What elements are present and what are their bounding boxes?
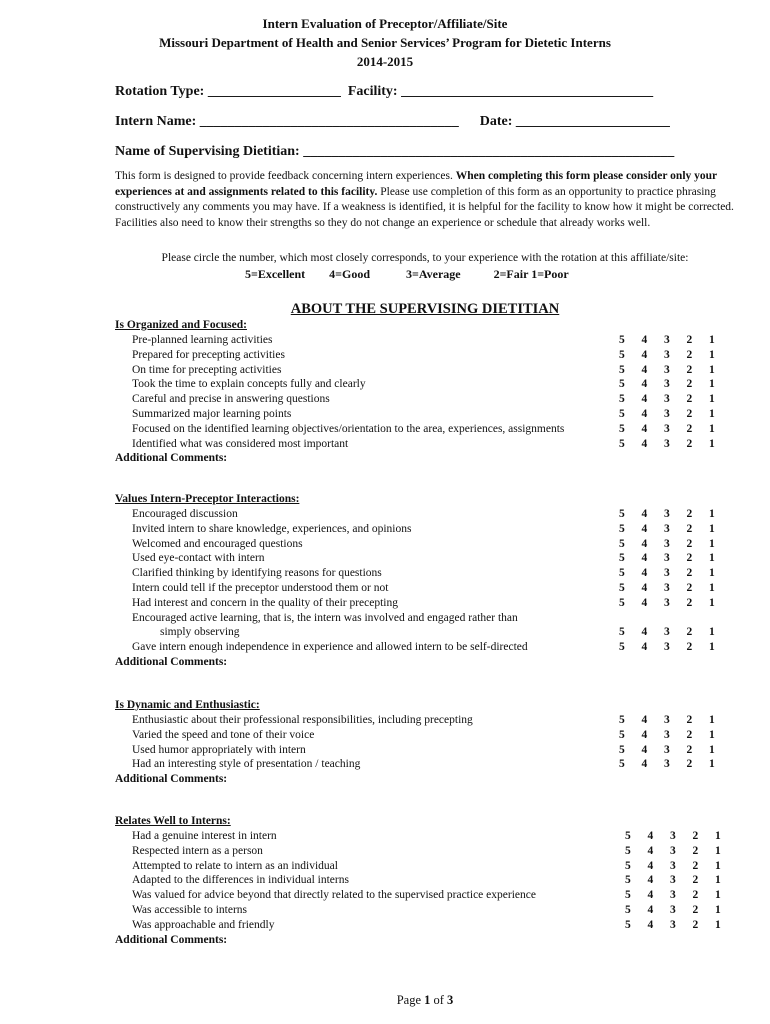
rating-option-3[interactable]: 3 [664,714,670,726]
rating-option-1[interactable]: 1 [709,363,715,376]
rating-option-2[interactable]: 2 [686,581,693,594]
item-label: Used eye-contact with intern [132,552,265,565]
intro-text-2: Please use completion of this form as an opportunity to practice phrasing constructively any comments you may have. If a weakness is identified, it is helpful for the facility to know how it might be corrected. Facilities also need to know their strengths so they do not change an experience or schedule that already works well. [115,185,734,229]
section-heading: Is Dynamic and Enthusiastic: [115,699,260,711]
rating-option-3[interactable]: 3 [664,758,670,771]
section-interactions [115,492,715,670]
rating-option-3[interactable]: 3 [670,874,676,887]
rating-item [115,437,715,452]
rating-option-4[interactable]: 4 [641,567,648,580]
item-label: Took the time to explain concepts fully and clearly [132,378,366,391]
rating-item [115,422,715,437]
rating-item [115,918,721,933]
rating-option-5[interactable]: 5 [625,844,631,857]
rating-option-1[interactable]: 1 [709,393,715,406]
program-year: 2014-2015 [356,54,414,69]
additional-comments-label[interactable]: Additional Comments: [115,933,228,946]
rating-scale [625,859,738,874]
rating-option-1[interactable]: 1 [715,844,721,857]
rating-option-2[interactable]: 2 [686,348,693,361]
rating-option-5[interactable]: 5 [625,859,631,872]
item-label: Had a genuine interest in intern [132,830,277,842]
rating-option-2[interactable]: 2 [686,334,693,346]
rating-item [115,903,721,918]
organization-name: Missouri Department of Health and Senior Services’ Program for Dietetic Interns [159,35,611,50]
page-total: 3 [447,993,454,1007]
rating-item [115,829,721,844]
rating-option-2[interactable]: 2 [686,378,693,391]
rating-item [115,377,715,392]
rating-option-5[interactable]: 5 [625,903,631,916]
rating-scale [619,596,732,611]
rating-option-3[interactable]: 3 [664,407,670,420]
rating-option-4[interactable]: 4 [641,422,648,435]
intern-name-date-line[interactable]: Intern Name: _____________________________________ Date: ______________________ [115,114,670,129]
item-label: Welcomed and encouraged questions [132,537,303,550]
rating-item [115,757,715,772]
rating-option-1[interactable]: 1 [709,728,715,741]
rating-option-4[interactable]: 4 [641,508,648,520]
rating-option-4[interactable]: 4 [641,552,648,565]
rating-option-4[interactable]: 4 [641,626,648,639]
rating-option-3[interactable]: 3 [664,728,670,741]
rating-item [115,611,518,626]
rating-item [115,873,721,888]
rating-option-5[interactable]: 5 [619,552,625,565]
rating-option-2[interactable]: 2 [686,422,693,435]
rating-option-4[interactable]: 4 [641,348,648,361]
item-label: Pre-planned learning activities [132,334,273,346]
rating-option-5[interactable]: 5 [619,537,625,550]
rating-option-1[interactable]: 1 [709,407,715,420]
rating-option-2[interactable]: 2 [686,407,693,420]
rating-option-4[interactable]: 4 [641,522,648,535]
rating-item [115,581,715,596]
rating-option-2[interactable]: 2 [686,508,693,520]
rating-option-2[interactable]: 2 [686,567,693,580]
rating-option-1[interactable]: 1 [715,918,721,931]
rating-item [115,348,715,363]
scale-instruction: Please circle the number, which most closely corresponds, to your experience with the rotation at this affiliate/site: [161,252,689,264]
rating-scale [619,437,732,452]
rating-scale [619,757,732,772]
rating-option-4[interactable]: 4 [641,363,648,376]
rating-option-1[interactable]: 1 [709,743,715,756]
rating-option-4[interactable]: 4 [641,378,648,391]
rating-option-5[interactable]: 5 [625,889,631,902]
section-title: ABOUT THE SUPERVISING DIETITIAN [290,301,560,317]
rating-scale [619,566,732,581]
supervising-dietitian-line[interactable]: Name of Supervising Dietitian: _____________________________________________________ [115,144,675,159]
rating-option-1[interactable]: 1 [715,830,721,842]
rating-option-5[interactable]: 5 [619,626,625,639]
rating-option-4[interactable]: 4 [641,437,648,450]
page-footer [0,993,770,1008]
rating-scale [619,363,732,378]
rating-option-3[interactable]: 3 [664,641,670,654]
rating-option-1[interactable]: 1 [709,378,715,391]
rating-option-3[interactable]: 3 [670,844,676,857]
rating-option-2[interactable]: 2 [686,522,693,535]
rating-scale [625,903,738,918]
rating-option-4[interactable]: 4 [641,758,648,771]
rating-option-1[interactable]: 1 [709,437,715,450]
section-relates [115,814,721,948]
item-label: Invited intern to share knowledge, experiences, and opinions [132,522,412,535]
section-dynamic [115,698,715,787]
rating-option-2[interactable]: 2 [692,903,699,916]
item-label: Was approachable and friendly [132,918,275,931]
item-list [115,713,715,772]
additional-comments-label[interactable]: Additional Comments: [115,773,228,786]
rating-item [115,566,715,581]
rating-option-3[interactable]: 3 [664,378,670,391]
rating-option-5[interactable]: 5 [619,407,625,420]
rating-option-2[interactable]: 2 [686,437,693,450]
item-label: Respected intern as a person [132,844,263,857]
page-word: Page [396,993,425,1007]
rating-option-2[interactable]: 2 [686,596,693,609]
rating-option-4[interactable]: 4 [641,743,648,756]
section-heading: Relates Well to Interns: [115,815,231,827]
rating-scale [625,844,738,859]
rating-scale [619,333,732,348]
rating-item [115,333,715,348]
rating-scale [619,422,732,437]
rating-option-4[interactable]: 4 [647,918,654,931]
rating-scale [619,743,732,758]
rating-option-2[interactable]: 2 [686,728,693,741]
rating-scale [619,713,732,728]
rating-option-3[interactable]: 3 [664,508,670,520]
rating-option-5[interactable]: 5 [619,508,625,520]
rating-item [115,859,721,874]
rating-option-1[interactable]: 1 [709,641,715,654]
rating-option-5[interactable]: 5 [619,393,625,406]
rating-option-3[interactable]: 3 [664,393,670,406]
of-word: of [430,993,448,1007]
rating-option-1[interactable]: 1 [709,522,715,535]
item-label: Summarized major learning points [132,407,292,420]
rating-option-1[interactable]: 1 [715,874,721,887]
rating-option-5[interactable]: 5 [619,641,625,654]
rating-option-4[interactable]: 4 [647,874,654,887]
rating-item [115,640,715,655]
item-label: On time for precepting activities [132,363,282,376]
rating-option-1[interactable]: 1 [709,596,715,609]
rating-option-5[interactable]: 5 [619,567,625,580]
rating-option-3[interactable]: 3 [670,903,676,916]
rating-scale [619,522,732,537]
item-label: Had interest and concern in the quality of their precepting [132,596,398,609]
rating-scale [619,407,732,422]
rating-item [115,713,715,728]
item-list [115,333,715,451]
rating-option-5[interactable]: 5 [625,874,631,887]
item-list [115,507,715,655]
rating-option-5[interactable]: 5 [619,596,625,609]
rating-option-5[interactable]: 5 [619,758,625,771]
rating-item [115,844,721,859]
rating-option-1[interactable]: 1 [709,537,715,550]
rating-option-3[interactable]: 3 [664,422,670,435]
item-label: Varied the speed and tone of their voice [132,728,315,741]
rating-option-3[interactable]: 3 [664,596,670,609]
rating-option-1[interactable]: 1 [709,508,715,520]
rating-option-3[interactable]: 3 [664,522,670,535]
rating-option-4[interactable]: 4 [647,844,654,857]
rating-option-3[interactable]: 3 [664,743,670,756]
rating-scale [619,377,732,392]
rating-option-5[interactable]: 5 [625,918,631,931]
rating-option-4[interactable]: 4 [641,537,648,550]
rating-option-2[interactable]: 2 [692,844,699,857]
rating-item [115,407,715,422]
rating-scale [619,392,732,407]
rating-option-2[interactable]: 2 [686,626,693,639]
rating-option-2[interactable]: 2 [686,393,693,406]
intro-paragraph [115,169,735,231]
rating-item [115,596,715,611]
rating-option-1[interactable]: 1 [709,581,715,594]
form-title: Intern Evaluation of Preceptor/Affiliate/Site [262,16,508,31]
rotation-facility-line[interactable]: Rotation Type: ___________________ Facility: ____________________________________ [115,84,654,99]
rating-scale [619,348,732,363]
rating-item [115,537,715,552]
item-label: Encouraged active learning, that is, the intern was involved and engaged rather than [132,611,518,624]
rating-option-3[interactable]: 3 [664,567,670,580]
item-label: Intern could tell if the preceptor understood them or not [132,581,389,594]
rating-scale [619,537,732,552]
rating-option-2[interactable]: 2 [692,874,699,887]
rating-option-3[interactable]: 3 [670,859,676,872]
rating-item [115,392,715,407]
rating-option-3[interactable]: 3 [664,363,670,376]
item-label: Enthusiastic about their professional responsibilities, including precepting [132,714,473,726]
rating-option-4[interactable]: 4 [647,889,654,902]
rating-option-4[interactable]: 4 [641,641,648,654]
rating-option-4[interactable]: 4 [641,596,648,609]
rating-option-4[interactable]: 4 [641,334,648,346]
rating-scale [625,873,738,888]
rating-item [115,743,715,758]
rating-option-3[interactable]: 3 [664,334,670,346]
rating-option-5[interactable]: 5 [619,581,625,594]
rating-option-5[interactable]: 5 [619,363,625,376]
rating-option-5[interactable]: 5 [619,422,625,435]
rating-option-3[interactable]: 3 [664,552,670,565]
item-label: Attempted to relate to intern as an individual [132,859,338,872]
item-label: Had an interesting style of presentation / teaching [132,758,361,771]
item-label: Focused on the identified learning objectives/orientation to the area, experiences, assignments [132,422,565,435]
rating-option-1[interactable]: 1 [715,889,721,902]
rating-option-4[interactable]: 4 [647,903,654,916]
rating-scale [619,728,732,743]
item-label: Clarified thinking by identifying reasons for questions [132,567,382,580]
rating-option-4[interactable]: 4 [647,859,654,872]
rating-scale [625,918,738,933]
rating-option-4[interactable]: 4 [641,407,648,420]
rating-option-3[interactable]: 3 [670,918,676,931]
rating-scale [619,551,732,566]
rating-scale [619,625,732,640]
rating-option-5[interactable]: 5 [619,437,625,450]
rating-option-1[interactable]: 1 [709,626,715,639]
item-label: Was accessible to interns [132,903,247,916]
rating-option-1[interactable]: 1 [709,552,715,565]
item-label: Used humor appropriately with intern [132,743,306,756]
item-label: Encouraged discussion [132,508,238,520]
rating-option-2[interactable]: 2 [686,641,693,654]
rating-option-2[interactable]: 2 [692,859,699,872]
rating-option-3[interactable]: 3 [664,581,670,594]
rating-option-1[interactable]: 1 [709,422,715,435]
rating-option-1[interactable]: 1 [715,859,721,872]
rating-item [115,551,715,566]
rating-option-2[interactable]: 2 [686,714,693,726]
rating-option-3[interactable]: 3 [664,348,670,361]
rating-option-3[interactable]: 3 [664,437,670,450]
rating-option-4[interactable]: 4 [641,393,648,406]
rating-option-2[interactable]: 2 [692,889,699,902]
rating-scale [625,829,738,844]
rating-option-4[interactable]: 4 [647,830,654,842]
rating-option-1[interactable]: 1 [709,714,715,726]
rating-scale [619,581,732,596]
item-label: Identified what was considered most important [132,437,349,450]
rating-option-5[interactable]: 5 [619,728,625,741]
section-heading: Is Organized and Focused: [115,319,247,331]
rating-option-1[interactable]: 1 [709,567,715,580]
rating-option-2[interactable]: 2 [686,363,693,376]
section-organized [115,318,715,466]
rating-option-5[interactable]: 5 [619,348,625,361]
item-label: Careful and precise in answering questions [132,393,330,406]
rating-option-2[interactable]: 2 [686,537,693,550]
additional-comments-label[interactable]: Additional Comments: [115,452,228,465]
item-label: Prepared for precepting activities [132,348,285,361]
rating-option-4[interactable]: 4 [641,714,648,726]
rating-scale [619,507,732,522]
rating-option-4[interactable]: 4 [641,581,648,594]
rating-item [115,625,715,640]
rating-item [115,888,721,903]
scale-legend: 5=Excellent 4=Good 3=Average 2=Fair 1=Poor [245,267,569,281]
rating-option-5[interactable]: 5 [619,522,625,535]
item-label: Adapted to the differences in individual interns [132,874,349,887]
rating-option-5[interactable]: 5 [619,378,625,391]
rating-option-2[interactable]: 2 [686,552,693,565]
intro-bold-text: When completing this form please consider only your experiences at and assignments related to this facility. [115,170,717,198]
rating-option-2[interactable]: 2 [692,918,699,931]
section-heading: Values Intern-Preceptor Interactions: [115,493,300,505]
rating-option-1[interactable]: 1 [709,334,715,346]
rating-option-5[interactable]: 5 [619,334,625,346]
rating-option-5[interactable]: 5 [619,743,625,756]
rating-scale [625,888,738,903]
rating-option-2[interactable]: 2 [686,758,693,771]
rating-scale [619,640,732,655]
rating-option-3[interactable]: 3 [664,626,670,639]
page-number: 1 [424,993,431,1007]
item-list [115,829,721,933]
rating-option-5[interactable]: 5 [619,714,625,726]
rating-option-3[interactable]: 3 [670,830,676,842]
rating-option-4[interactable]: 4 [641,728,648,741]
intro-text-1: This form is designed to provide feedback concerning intern experiences. [115,170,456,182]
rating-option-2[interactable]: 2 [692,830,699,842]
rating-option-1[interactable]: 1 [715,903,721,916]
rating-option-5[interactable]: 5 [625,830,631,842]
rating-item [115,522,715,537]
rating-option-3[interactable]: 3 [670,889,676,902]
additional-comments-label[interactable]: Additional Comments: [115,655,228,668]
item-label: simply observing [160,626,240,639]
rating-item [115,728,715,743]
rating-option-2[interactable]: 2 [686,743,693,756]
rating-item [115,507,715,522]
rating-option-1[interactable]: 1 [709,758,715,771]
rating-item [115,363,715,378]
rating-option-1[interactable]: 1 [709,348,715,361]
rating-option-3[interactable]: 3 [664,537,670,550]
item-label: Gave intern enough independence in experience and allowed intern to be self-directed [132,641,528,654]
item-label: Was valued for advice beyond that directly related to the supervised practice experience [132,889,536,902]
